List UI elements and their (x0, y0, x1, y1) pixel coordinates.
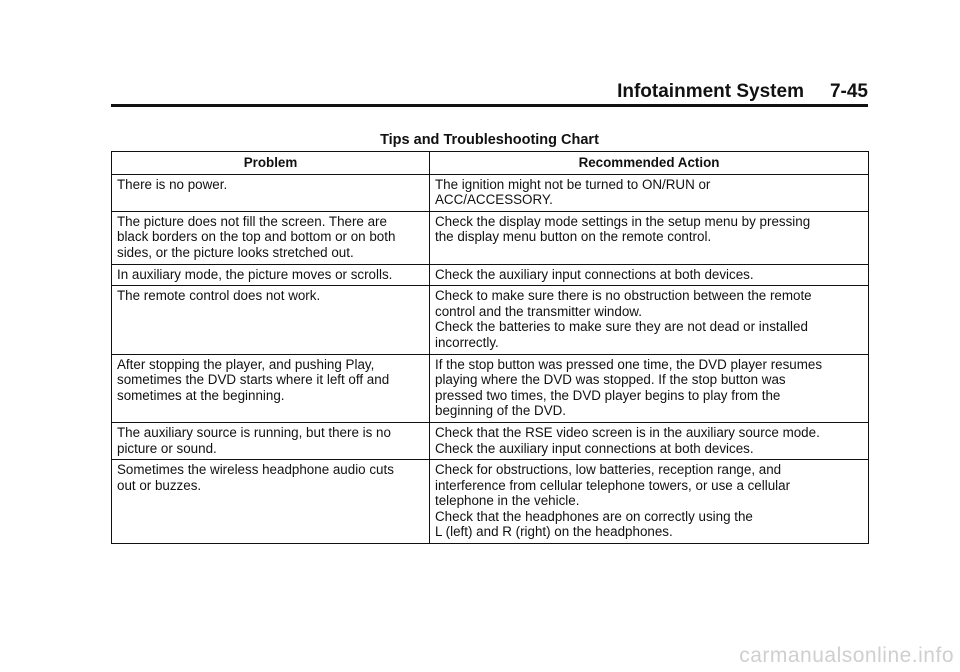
section-title: Infotainment System (617, 81, 804, 102)
problem-cell: After stopping the player, and pushing Play, sometimes the DVD starts where it left off and sometimes at the beginning. (112, 354, 430, 422)
action-cell: Check the display mode settings in the setup menu by pressing the display menu button on the remote control. (430, 211, 869, 264)
header-text (617, 80, 868, 104)
problem-cell: Sometimes the wireless headphone audio cuts out or buzzes. (112, 460, 430, 544)
problem-cell: In auxiliary mode, the picture moves or scrolls. (112, 264, 430, 286)
table-row (112, 354, 869, 422)
action-cell: Check the auxiliary input connections at both devices. (430, 264, 869, 286)
table-header-row (112, 152, 869, 175)
table-row (112, 460, 869, 544)
action-cell: Check for obstructions, low batteries, reception range, and interference from cellular telephone towers, or use a cellular telephone in the vehicle. Check that the headphones are on correctly using the L (left) and R (right) on the headphones. (430, 460, 869, 544)
problem-cell: The remote control does not work. (112, 286, 430, 354)
problem-cell: The auxiliary source is running, but there is no picture or sound. (112, 422, 430, 459)
watermark: carmanualsonline.info (739, 644, 954, 667)
problem-cell: The picture does not fill the screen. There are black borders on the top and bottom or on both sides, or the picture looks stretched out. (112, 211, 430, 264)
page-header (111, 80, 868, 107)
table-row (112, 286, 869, 354)
problem-cell: There is no power. (112, 174, 430, 211)
table-row (112, 422, 869, 459)
action-cell: The ignition might not be turned to ON/RUN or ACC/ACCESSORY. (430, 174, 869, 211)
table-row (112, 264, 869, 286)
table-body (112, 174, 869, 543)
column-header-action: Recommended Action (430, 152, 869, 175)
action-cell: Check that the RSE video screen is in the auxiliary source mode. Check the auxiliary input connections at both devices. (430, 422, 869, 459)
action-cell: If the stop button was pressed one time, the DVD player resumes playing where the DVD was stopped. If the stop button was pressed two times, the DVD player begins to play from the beginning of the DVD. (430, 354, 869, 422)
table-row (112, 211, 869, 264)
table-row (112, 174, 869, 211)
troubleshooting-table (111, 151, 869, 544)
page-number: 7-45 (829, 81, 868, 102)
action-cell: Check to make sure there is no obstruction between the remote control and the transmitter window. Check the batteries to make sure they are not dead or installed incorrectly. (430, 286, 869, 354)
table-title: Tips and Troubleshooting Chart (380, 132, 599, 148)
column-header-problem: Problem (112, 152, 430, 175)
